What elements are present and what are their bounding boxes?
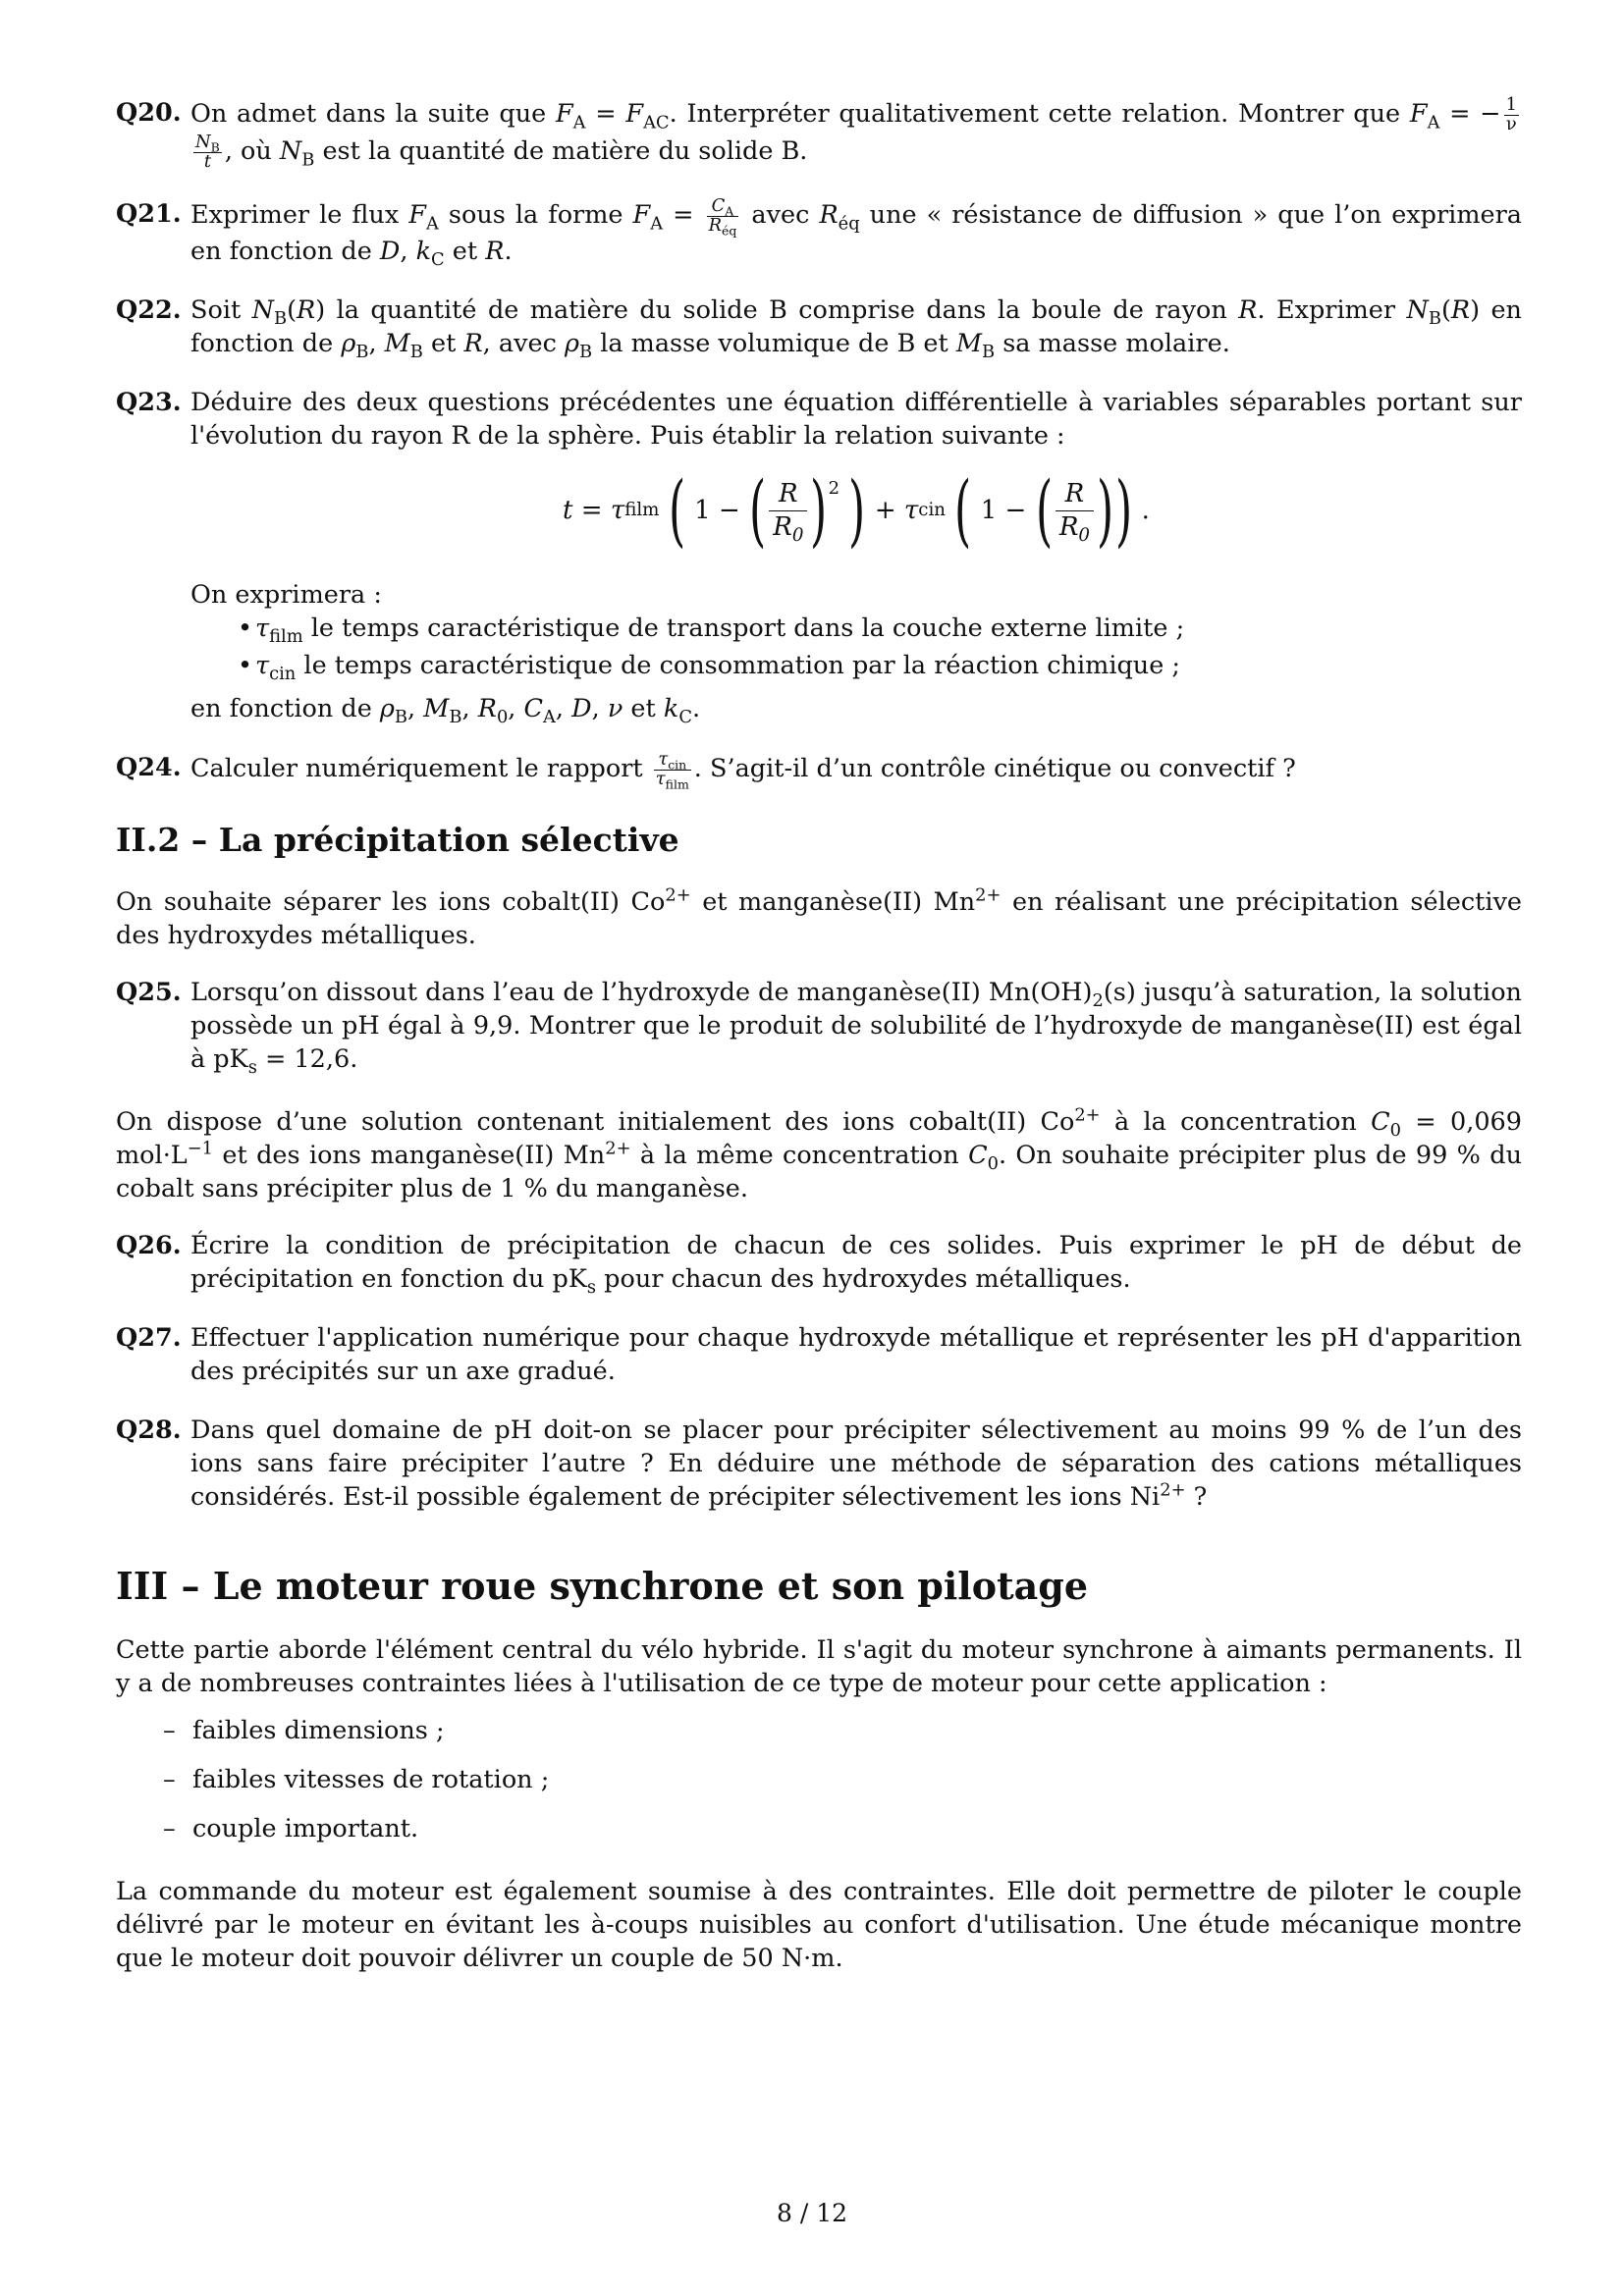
- list-item: – faibles dimensions ;: [163, 1714, 1522, 1747]
- question-text: [190, 386, 1522, 686]
- question-text: Dans quel domaine de pH doit-on se placer pour précipiter sélectivement au moins 99 % de l’un des ions sans faire précipiter l’autre ? En déduire une méthode de séparation des cations métalliques considérés. Est-il possible également de précipiter sélectivement les ions $Ni^{2+}$ ?: [190, 1415, 1522, 1512]
- question-label: Q23.: [116, 388, 182, 418]
- question-q27: [116, 1321, 1522, 1388]
- question-text: Lorsqu’on dissout dans l’eau de l’hydroxyde de manganèse(II) $Mn(OH)_2(s)$ jusqu’à saturation, la solution possède un pH égal à 9,9. Montrer que le produit de solubilité de l’hydroxyde de manganèse(II) est égal à $pK_s = 12,6$.: [190, 977, 1522, 1078]
- question-text: Calculer numériquement le rapport $\frac{\tau_{cin}}{\tau_{film}}$ . S’agit-il d’un contrôle cinétique ou convectif ?: [190, 749, 1296, 792]
- question-label: Q24.: [116, 753, 182, 783]
- question-q23: [116, 386, 1522, 686]
- question-q24: [116, 749, 1522, 792]
- q23-formula: t = τ film ( 1 − ( R $R_0$ ) $^2$ ) + τ cin ( 1 − ( R $R_0$ ) ) .: [563, 464, 1150, 557]
- section-heading-ii2: II.2 – La précipitation sélective: [116, 820, 679, 859]
- question-label: Q28.: [116, 1415, 182, 1445]
- constraints-list: [163, 1714, 1522, 1845]
- section-heading-iii: III – Le moteur roue synchrone et son pilotage: [116, 1563, 1089, 1608]
- page-number: 8 / 12: [776, 2199, 848, 2227]
- list-item: – faibles vitesses de rotation ;: [163, 1763, 1522, 1796]
- section-iii-intro: Cette partie aborde l'élément central du vélo hybride. Il s'agit du moteur synchrone à aimants permanents. Il y a de nombreuses contraintes liées à l'utilisation de ce type de moteur pour cette application :: [116, 1634, 1522, 1698]
- solution-description: On dispose d’une solution contenant initialement des ions cobalt(II) $Co^{2+}$ à la concentration $C_0 = 0,069$ $mol\cdot L^{-1}$ et des ions manganèse(II) $Mn^{2+}$ à la même concentration $C_0$. On souhaite précipiter plus de 99 % du cobalt sans précipiter plus de 1 % du manganèse.: [116, 1104, 1522, 1203]
- commande-paragraph: La commande du moteur est également soumise à des contraintes. Elle doit permettre de piloter le couple délivré par le moteur en évitant les à-coups nuisibles au confort d'utilisation. Une étude mécanique montre que le moteur doit pouvoir délivrer un couple de 50 N·m.: [116, 1876, 1522, 1973]
- q23-fonction: en fonction de $\rho_B$, $M_B$, $R_0$, $C_A$, D, ν et $k_C$.: [190, 694, 701, 728]
- question-q28: [116, 1414, 1522, 1514]
- question-q21: [116, 194, 1522, 271]
- question-text: On admet dans la suite que $F_A = F_{AC}$. Interpréter qualitativement cette relation. Montrer que $F_A$ = − $\frac{1}{\nu}$ $\frac{N_B}{t}$ , où $N_B$ est la quantité de matière du solide B.: [190, 94, 1517, 173]
- question-q20: [116, 96, 1522, 172]
- question-label: Q25.: [116, 977, 182, 1007]
- question-text: Exprimer le flux $F_A$ sous la forme $F_A$ = $\frac{C_A}{R_{éq}}$ avec $R_{éq}$ une « résistance de diffusion » que l’on exprimera en fonction de D, $k_C$ et R.: [190, 194, 1522, 271]
- q23-bullet-list: [238, 612, 1522, 685]
- question-label: Q21.: [116, 198, 182, 229]
- question-q22: [116, 294, 1522, 363]
- page-content: [116, 96, 1522, 1999]
- q23-exprimera: On exprimera :: [190, 580, 382, 611]
- q23-intro: Déduire des deux questions précédentes une équation différentielle à variables séparables portant sur l'évolution du rayon R de la sphère. Puis établir la relation suivante :: [190, 388, 1522, 452]
- question-text: Soit $N_B(R)$ la quantité de matière du solide B comprise dans la boule de rayon R. Exprimer $N_B(R)$ en fonction de $\rho_B$, $M_B$ et R, avec $\rho_B$ la masse volumique de B et $M_B$ sa masse molaire.: [190, 295, 1522, 363]
- list-item: – couple important.: [163, 1812, 1522, 1845]
- question-q25: [116, 976, 1522, 1076]
- question-label: Q26.: [116, 1230, 182, 1260]
- question-label: Q27.: [116, 1322, 182, 1353]
- question-text: Écrire la condition de précipitation de chacun de ces solides. Puis exprimer le pH de début de précipitation en fonction du $pK_s$ pour chacun des hydroxydes métalliques.: [190, 1230, 1522, 1298]
- question-label: Q20.: [116, 98, 182, 128]
- question-q26: [116, 1229, 1522, 1296]
- question-label: Q22.: [116, 295, 182, 326]
- bullet-tau-cin: • $\tau_{cin}$ le temps caractéristique de consommation par la réaction chimique ;: [238, 649, 1522, 682]
- bullet-tau-film: • $\tau_{film}$ le temps caractéristique de transport dans la couche externe limite ;: [238, 612, 1522, 645]
- section-intro: On souhaite séparer les ions cobalt(II) $Co^{2+}$ et manganèse(II) $Mn^{2+}$ en réalisant une précipitation sélective des hydroxydes métalliques.: [116, 884, 1522, 950]
- question-text: Effectuer l'application numérique pour chaque hydroxyde métallique et représenter les pH d'apparition des précipités sur un axe gradué.: [190, 1322, 1522, 1386]
